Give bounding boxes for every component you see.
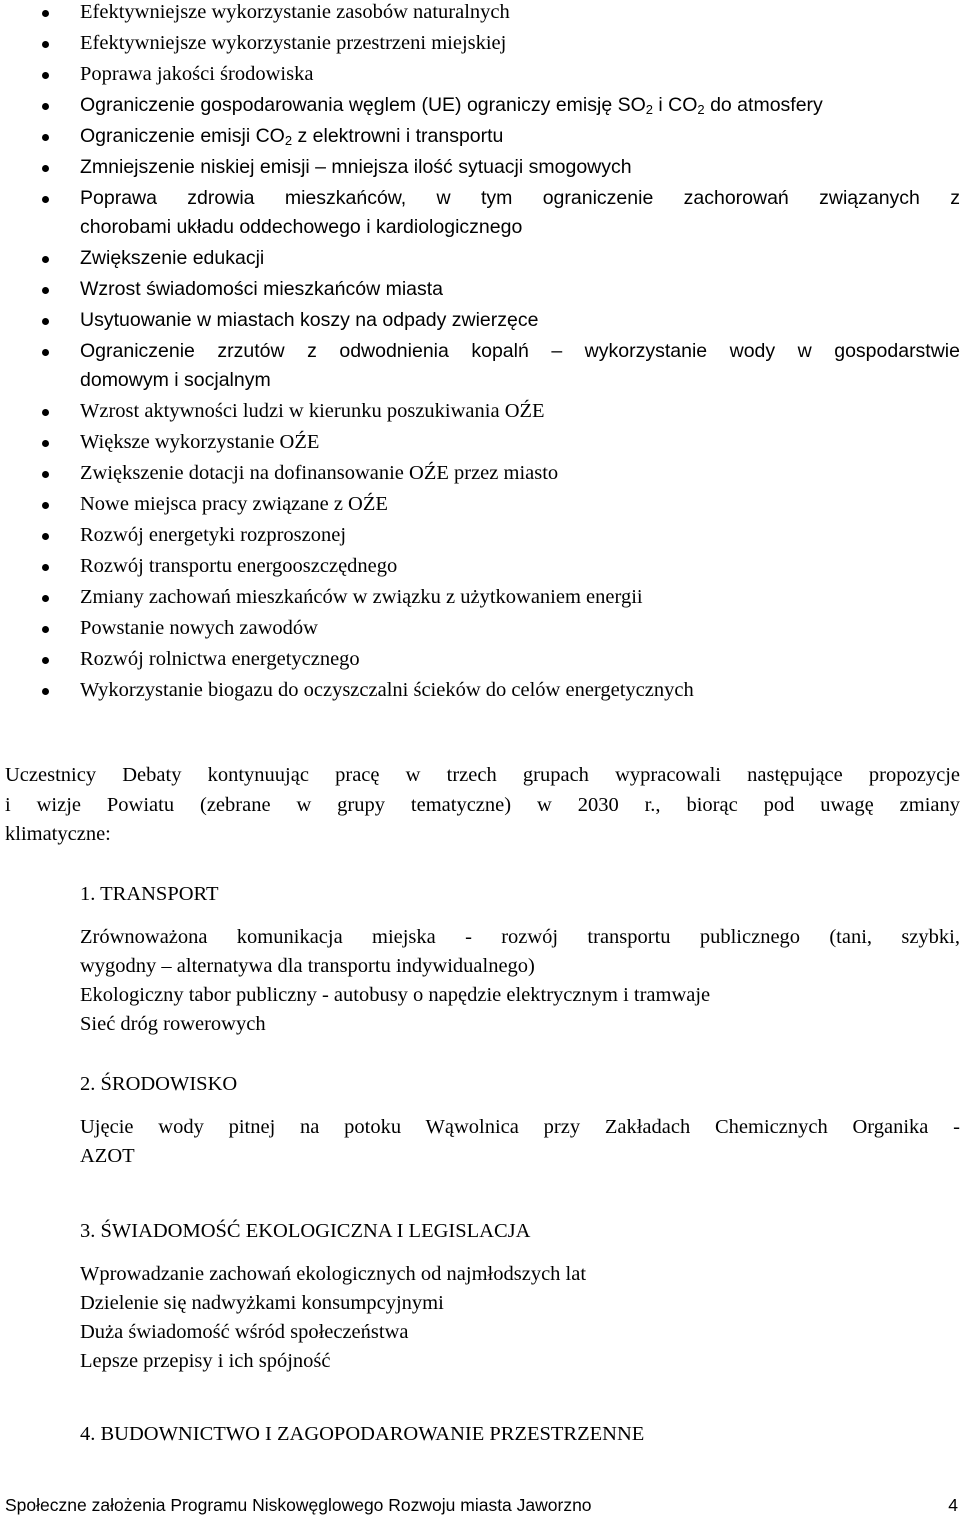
intro-line: klimatyczne:	[5, 823, 111, 845]
section-heading-construction: 4. BUDOWNICTWO I ZAGOPODAROWANIE PRZESTRZENNE	[80, 1423, 645, 1445]
list-item	[80, 397, 960, 426]
section-heading-awareness: 3. ŚWIADOMOŚĆ EKOLOGICZNA I LEGISLACJA	[80, 1220, 531, 1242]
list-item-text: Wykorzystanie biogazu do oczyszczalni ścieków do celów energetycznych	[80, 679, 694, 701]
bullet-icon	[42, 657, 49, 664]
section-line: Sieć dróg rowerowych	[80, 1013, 266, 1035]
list-item	[80, 153, 960, 182]
list-item-text: Zwiększenie dotacji na dofinansowanie OŹE przez miasto	[80, 462, 559, 484]
bullet-icon	[42, 134, 49, 141]
list-item	[80, 122, 960, 151]
bullet-icon	[42, 318, 49, 325]
list-item-text-line: domowym i socjalnym	[80, 369, 271, 391]
bullet-icon	[42, 502, 49, 509]
list-item-text: Powstanie nowych zawodów	[80, 617, 318, 639]
list-item-text: Nowe miejsca pracy związane z OŹE	[80, 493, 388, 515]
list-item	[80, 337, 960, 395]
section-line: AZOT	[80, 1145, 135, 1167]
list-item-text: Ograniczenie emisji $CO_2$ z elektrowni i transportu	[80, 125, 504, 148]
list-item	[80, 428, 960, 457]
bullet-icon	[42, 471, 49, 478]
bullet-icon	[42, 349, 49, 356]
intro-paragraph	[5, 761, 960, 850]
list-item	[80, 60, 960, 89]
list-item-text-line: Poprawa zdrowia mieszkańców, w tym ograniczenie zachorowań związanych z	[80, 187, 960, 209]
list-item-text: Rozwój energetyki rozproszonej	[80, 524, 347, 546]
bullet-icon	[42, 72, 49, 79]
list-item-text-line: Ograniczenie zrzutów z odwodnienia kopalń – wykorzystanie wody w gospodarstwie	[80, 340, 960, 362]
list-item-text: Efektywniejsze wykorzystanie zasobów naturalnych	[80, 1, 510, 23]
bullet-icon	[42, 533, 49, 540]
list-item-text: Rozwój transportu energooszczędnego	[80, 555, 398, 577]
list-item-text: Efektywniejsze wykorzystanie przestrzeni miejskiej	[80, 32, 507, 54]
bullet-icon	[42, 165, 49, 172]
list-item-text: Ograniczenie gospodarowania węglem (UE) ograniczy emisję $SO_2$ i $CO_2$ do atmosfery	[80, 94, 823, 117]
section-heading-transport: 1. TRANSPORT	[80, 883, 219, 905]
list-item	[80, 275, 960, 304]
bullet-icon	[42, 440, 49, 447]
list-item	[80, 521, 960, 550]
bullet-icon	[42, 626, 49, 633]
list-item	[80, 614, 960, 643]
list-item-text: Wzrost aktywności ludzi w kierunku poszukiwania OŹE	[80, 400, 545, 422]
bullet-icon	[42, 256, 49, 263]
section-line: Ekologiczny tabor publiczny - autobusy o napędzie elektrycznym i tramwaje	[80, 984, 711, 1006]
list-item	[80, 645, 960, 674]
list-item	[80, 490, 960, 519]
list-item-text: Większe wykorzystanie OŹE	[80, 431, 320, 453]
list-item-text: Zmiany zachowań mieszkańców w związku z użytkowaniem energii	[80, 586, 643, 608]
list-item-text: Zmniejszenie niskiej emisji – mniejsza ilość sytuacji smogowych	[80, 156, 632, 178]
bullet-icon	[42, 409, 49, 416]
section-line: Wprowadzanie zachowań ekologicznych od najmłodszych lat	[80, 1263, 587, 1285]
bullet-icon	[42, 287, 49, 294]
list-item	[80, 676, 960, 705]
list-item	[80, 583, 960, 612]
list-item-text: Zwiększenie edukacji	[80, 247, 265, 269]
list-item	[80, 306, 960, 335]
section-line: Duża świadomość wśród społeczeństwa	[80, 1321, 409, 1343]
section-line: Dzielenie się nadwyżkami konsumpcyjnymi	[80, 1292, 444, 1314]
list-item	[80, 0, 960, 27]
bullet-icon	[42, 103, 49, 110]
list-item-text: Usytuowanie w miastach koszy na odpady zwierzęce	[80, 309, 539, 331]
list-item	[80, 459, 960, 488]
section-line: Ujęcie wody pitnej na potoku Wąwolnica przy Zakładach Chemicznych Organika -	[80, 1116, 960, 1138]
list-item	[80, 29, 960, 58]
intro-line: i wizje Powiatu (zebrane w grupy tematyczne) w 2030 r., biorąc pod uwagę zmiany	[5, 793, 960, 816]
list-item-text: Wzrost świadomości mieszkańców miasta	[80, 278, 444, 300]
page-number: 4	[948, 1495, 958, 1515]
page-footer	[5, 1494, 960, 1516]
bullet-icon	[42, 688, 49, 695]
list-item	[80, 184, 960, 242]
footer-title: Społeczne założenia Programu Niskowęglowego Rozwoju miasta Jaworzno	[5, 1495, 592, 1515]
intro-line: Uczestnicy Debaty kontynuując pracę w trzech grupach wypracowali następujące propozycje	[5, 764, 960, 786]
list-item	[80, 244, 960, 273]
bullet-icon	[42, 10, 49, 17]
bullet-icon	[42, 196, 49, 203]
section-line: wygodny – alternatywa dla transportu indywidualnego)	[80, 955, 535, 977]
bullet-icon	[42, 41, 49, 48]
list-item-text-line: chorobami układu oddechowego i kardiologicznego	[80, 216, 523, 238]
list-item	[80, 91, 960, 120]
section-line: Lepsze przepisy i ich spójność	[80, 1350, 331, 1372]
section-heading-environment: 2. ŚRODOWISKO	[80, 1073, 238, 1095]
list-item-text: Poprawa jakości środowiska	[80, 63, 314, 85]
bullet-icon	[42, 564, 49, 571]
list-item	[80, 552, 960, 581]
section-line: Zrównoważona komunikacja miejska - rozwój transportu publicznego (tani, szybki,	[80, 926, 960, 948]
bullet-icon	[42, 595, 49, 602]
list-item-text: Rozwój rolnictwa energetycznego	[80, 648, 360, 670]
